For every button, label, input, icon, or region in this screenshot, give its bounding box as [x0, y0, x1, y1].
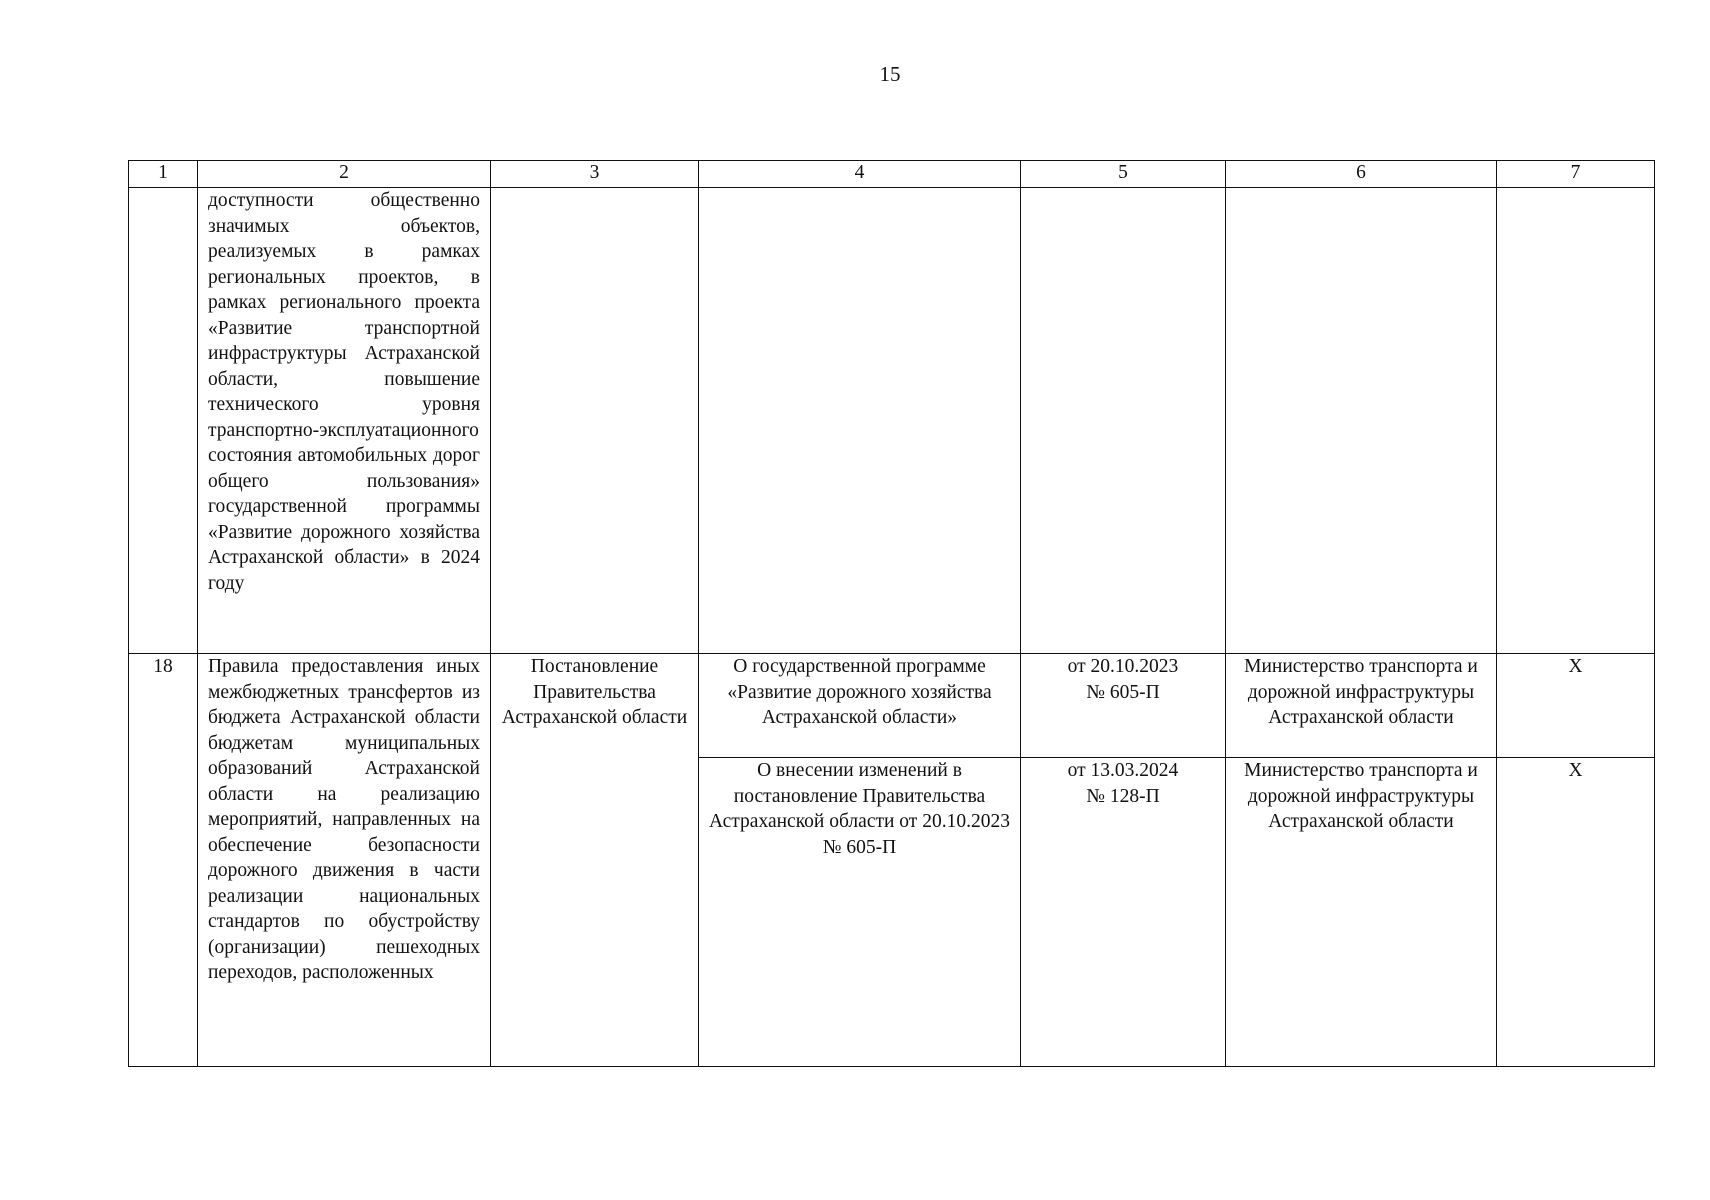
document-title: Правила предоставления иных межбюджетных трансфертов из бюджета Астраханской области бюджетам муниципальных образований Астраханской области на реализацию мероприятий, направленных на обеспечение безопасности дорожного движения в части реализации национальных стандартов по обустройству (организации) пешеходных переходов, расположенных — [198, 654, 491, 1067]
document-title-continued: доступности общественно значимых объектов, реализуемых в рамках региональных проектов, в рамках регионального проекта «Развитие транспортной инфраструктуры Астраханской области, повышение технического уровня транспортно-эксплуатационного состояния автомобильных дорог общего пользования» государственной программы «Развитие дорожного хозяйства Астраханской области» в 2024 году — [198, 188, 491, 654]
note-cell-empty — [1497, 188, 1655, 654]
responsible-authority: Министерство транспорта и дорожной инфраструктуры Астраханской области — [1226, 654, 1497, 758]
document-type-cell-empty — [491, 188, 699, 654]
column-header-5: 5 — [1021, 161, 1226, 188]
column-header-4: 4 — [699, 161, 1021, 188]
page-number: 15 — [879, 62, 901, 86]
column-header-7: 7 — [1497, 161, 1655, 188]
column-header-1: 1 — [129, 161, 198, 188]
column-number-header-row — [129, 161, 1655, 188]
table-row-18-a — [129, 654, 1655, 758]
act-date-cell-empty — [1021, 188, 1226, 654]
responsible-authority: Министерство транспорта и дорожной инфраструктуры Астраханской области — [1226, 758, 1497, 1067]
act-date: от 13.03.2024 — [1067, 760, 1179, 781]
document-table — [128, 160, 1655, 1067]
table-row-continued — [129, 188, 1655, 654]
act-name: О внесении изменений в постановление Правительства Астраханской области от 20.10.2023 № 605-П — [699, 758, 1021, 1067]
act-date-number — [1021, 654, 1226, 758]
note-mark: Х — [1497, 654, 1655, 758]
column-header-3: 3 — [491, 161, 699, 188]
row-number: 18 — [129, 654, 198, 1067]
column-header-2: 2 — [198, 161, 491, 188]
column-header-6: 6 — [1226, 161, 1497, 188]
act-date: от 20.10.2023 — [1067, 656, 1179, 677]
row-number-cell-empty — [129, 188, 198, 654]
authority-cell-empty — [1226, 188, 1497, 654]
note-mark: Х — [1497, 758, 1655, 1067]
act-number: № 605-П — [1086, 681, 1160, 703]
act-date-number — [1021, 758, 1226, 1067]
document-type: Постановление Правительства Астраханской области — [491, 654, 699, 1067]
act-number: № 128-П — [1086, 785, 1160, 807]
act-name-cell-empty — [699, 188, 1021, 654]
act-name: О государственной программе «Развитие дорожного хозяйства Астраханской области» — [699, 654, 1021, 758]
